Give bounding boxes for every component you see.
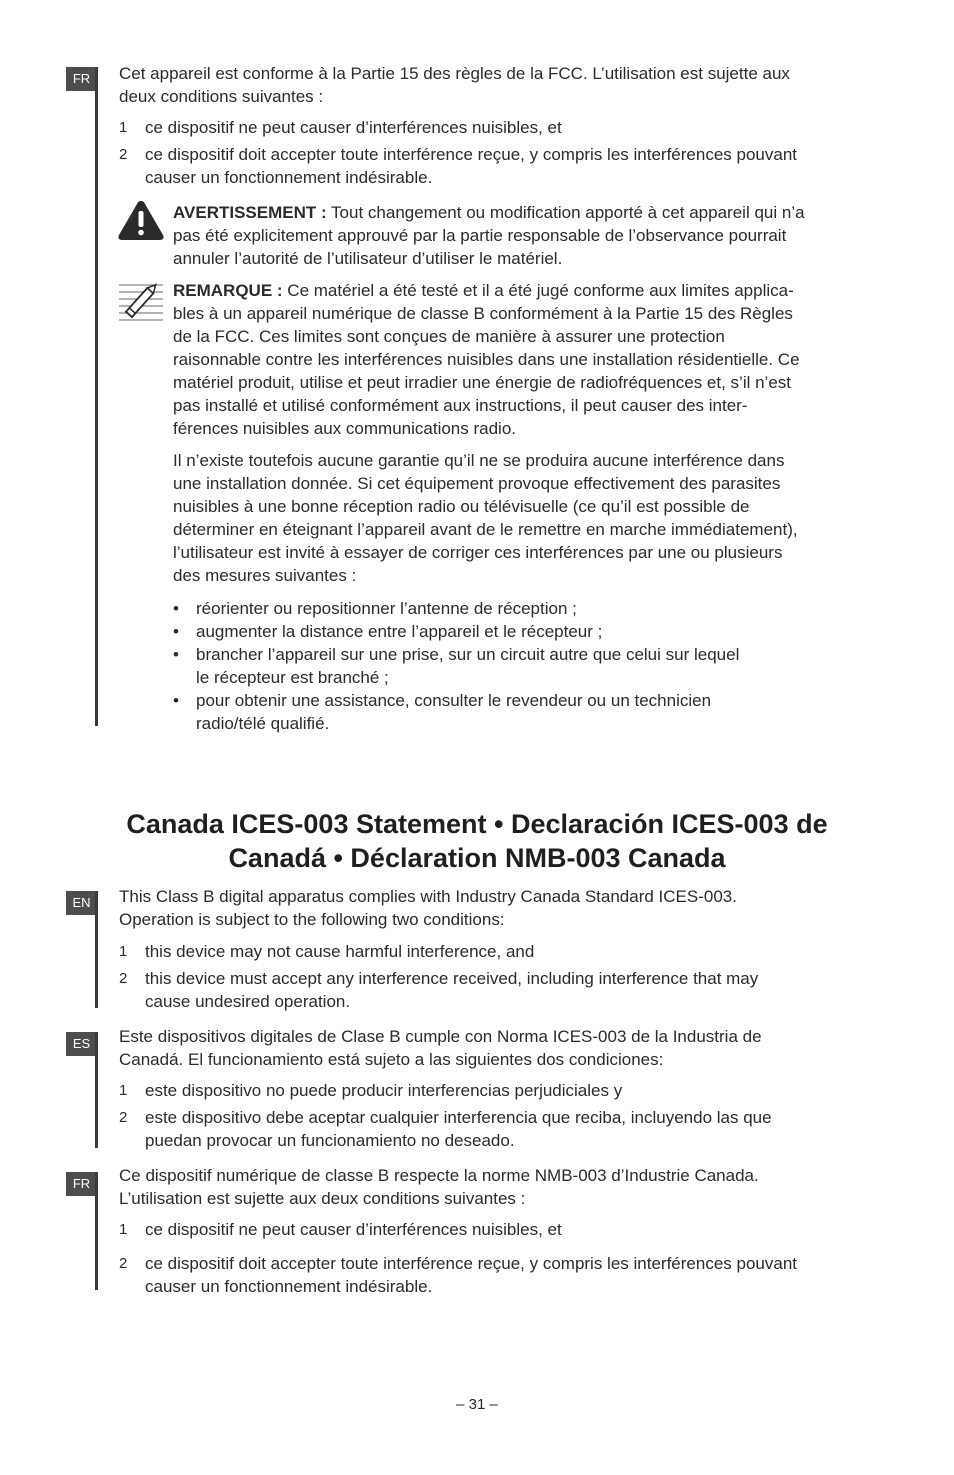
canada-ices-heading: Canada ICES-003 Statement • Declaración ICES-003 de Canadá • Déclaration NMB-003 Canada	[126, 809, 828, 873]
section-side-rule	[95, 1172, 98, 1290]
condition-number: 1	[119, 1082, 128, 1099]
condition-text: this device must accept any interference received, including interference that may cause undesired operation.	[145, 969, 759, 1011]
ices-es-intro: Este dispositivos digitales de Clase B cumple con Norma ICES-003 de la Industria de Canadá. El funcionamiento está sujeto a las siguientes dos condiciones:	[119, 1027, 762, 1069]
warning-label: AVERTISSEMENT :	[173, 203, 327, 222]
condition-number: 1	[119, 1221, 128, 1238]
section-side-rule	[95, 891, 98, 1008]
nmb-fr-intro: Ce dispositif numérique de classe B respecte la norme NMB-003 d’Industrie Canada. L’utilisation est sujette aux deux conditions suivantes :	[119, 1166, 759, 1208]
guarantee-paragraph: Il n’existe toutefois aucune garantie qu’il ne se produira aucune interférence dans une installation donnée. Si cet équipement provoque effectivement des parasites nuisibles à une bonne réception radio ou télévisuelle (ce qu’il est possible de déterminer en éteignant l’appareil avant de le remettre en marche immédiatement), l’utilisateur est invité à essayer de corriger ces interférences par une ou plusieurs des mesures suivantes :	[173, 451, 798, 585]
warning-note	[173, 201, 897, 270]
language-tab-es: ES	[66, 1032, 97, 1056]
warning-text: Tout changement ou modification apporté à cet appareil qui n’a pas été explicitement approuvé par la partie responsable de l’observance pourrait annuler l’autorité de l’utilisateur d’utiliser le matériel.	[173, 203, 805, 268]
remark-text: Ce matériel a été testé et il a été jugé conforme aux limites applica- bles à un appareil numérique de classe B conformément à la Partie 15 des Règles de la FCC. Ces limites sont conçues de manière à assurer une protection raisonnable contre les interférences nuisibles dans une installation résidentielle. Ce matériel produit, utilise et peut irradier une énergie de radiofréquences et, s’il n’est pas installé et utilisé conformément aux instructions, il peut causer des inter- férences nuisibles aux communications radio.	[173, 281, 800, 438]
condition-number: 2	[119, 146, 128, 163]
bullet-icon: •	[173, 691, 179, 710]
warning-triangle-icon	[117, 199, 165, 241]
measure-text: pour obtenir une assistance, consulter le revendeur ou un technicien radio/télé qualifié.	[196, 691, 712, 733]
condition-number: 2	[119, 970, 128, 987]
language-tab-fr: FR	[66, 1172, 97, 1196]
condition-text: ce dispositif doit accepter toute interférence reçue, y compris les interférences pouvant causer un fonctionnement indésirable.	[145, 145, 798, 187]
condition-text: este dispositivo debe aceptar cualquier interferencia que reciba, incluyendo las que puedan provocar un funcionamiento no deseado.	[145, 1108, 772, 1150]
measure-text: brancher l’appareil sur une prise, sur un circuit autre que celui sur lequel le récepteur est branché ;	[196, 645, 740, 687]
condition-text: this device may not cause harmful interference, and	[145, 942, 535, 961]
bullet-icon: •	[173, 622, 179, 641]
condition-text: ce dispositif ne peut causer d’interférences nuisibles, et	[145, 118, 562, 137]
pencil-note-icon	[119, 279, 165, 325]
section-side-rule	[95, 1032, 98, 1148]
condition-text: ce dispositif doit accepter toute interférence reçue, y compris les interférences pouvant causer un fonctionnement indésirable.	[145, 1254, 798, 1296]
condition-text: ce dispositif ne peut causer d’interférences nuisibles, et	[145, 1220, 562, 1239]
condition-text: este dispositivo no puede producir interferencias perjudiciales y	[145, 1081, 623, 1100]
measure-text: réorienter ou repositionner l’antenne de réception ;	[196, 599, 577, 618]
remark-label: REMARQUE :	[173, 281, 283, 300]
measure-text: augmenter la distance entre l’appareil et le récepteur ;	[196, 622, 603, 641]
language-tab-en: EN	[66, 891, 97, 915]
condition-number: 1	[119, 119, 128, 136]
condition-number: 2	[119, 1109, 128, 1126]
language-tab-fr: FR	[66, 67, 97, 91]
fcc-fr-intro: Cet appareil est conforme à la Partie 15 des règles de la FCC. L’utilisation est sujette aux deux conditions suivantes :	[119, 64, 790, 106]
ices-en-intro: This Class B digital apparatus complies with Industry Canada Standard ICES-003. Operation is subject to the following two conditions:	[119, 887, 737, 929]
section-side-rule	[95, 67, 98, 726]
bullet-icon: •	[173, 645, 179, 664]
condition-number: 2	[119, 1255, 128, 1272]
condition-number: 1	[119, 943, 128, 960]
bullet-icon: •	[173, 599, 179, 618]
remark-note	[173, 279, 897, 440]
page-number: – 31 –	[456, 1396, 498, 1413]
